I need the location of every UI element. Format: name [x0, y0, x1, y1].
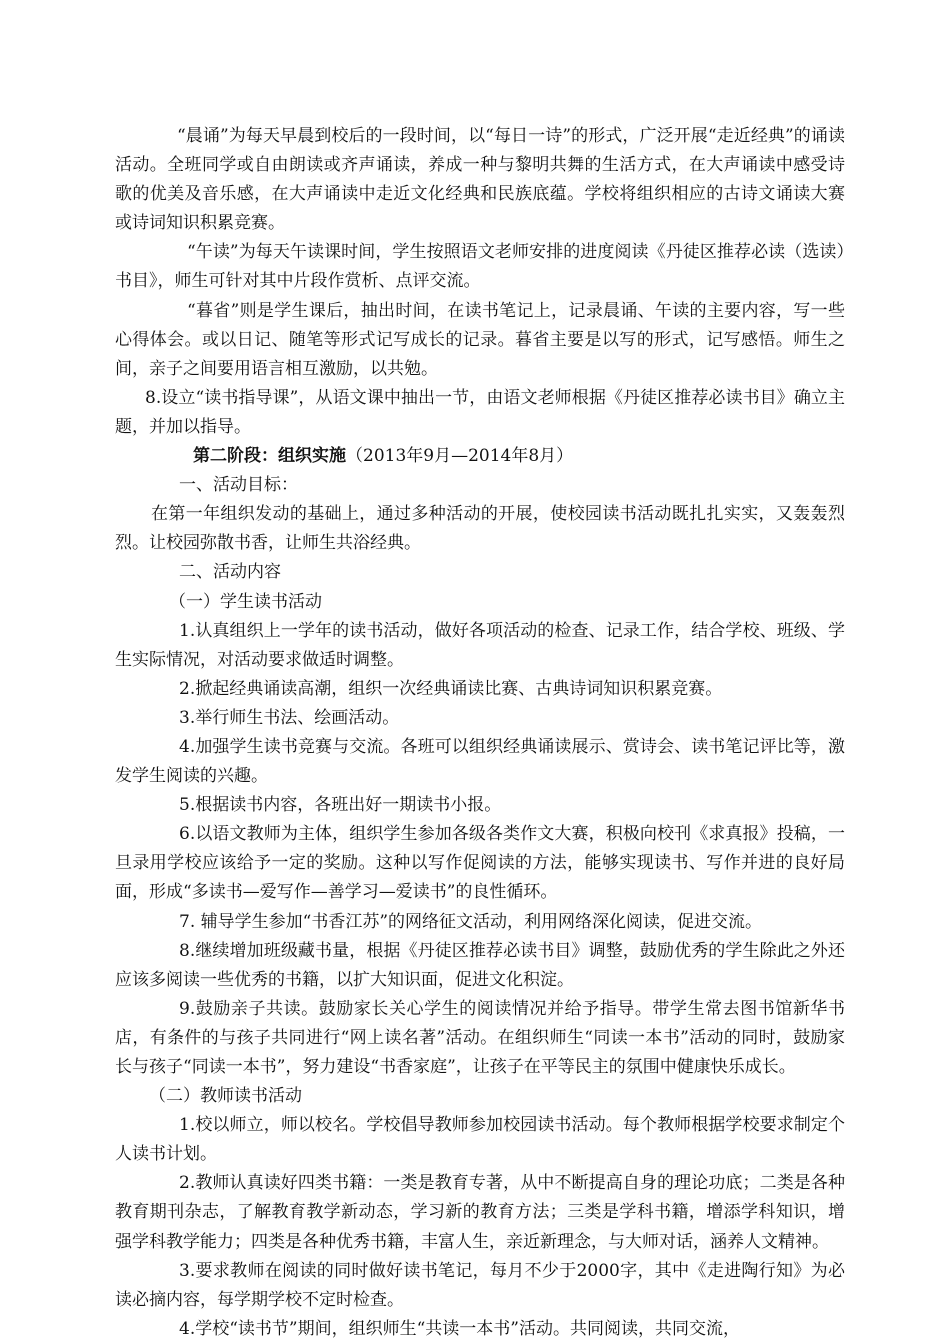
paragraph-noon-reading: “午读”为每天午读课时间，学生按照语文老师安排的进度阅读《丹徒区推荐必读（选读）书目》，师生可针对其中片段作赏析、点评交流。 [115, 242, 845, 292]
student-item-7: 7. 辅导学生参加“书香江苏”的网络征文活动，利用网络深化阅读，促进交流。 [179, 911, 763, 932]
section-heading-content: 二、活动内容 [179, 562, 281, 583]
student-item-3: 3.举行师生书法、绘画活动。 [179, 707, 400, 728]
student-item-8: 8.继续增加班级藏书量，根据《丹徒区推荐必读书目》调整，鼓励优秀的学生除此之外还应该多阅读一些优秀的书籍，以扩大知识面，促进文化积淀。 [115, 940, 845, 990]
paragraph-evening-reflection: “暮省”则是学生课后，抽出时间，在读书笔记上，记录晨诵、午读的主要内容，写一些心得体会。或以日记、随笔等形式记写成长的记录。暮省主要是以写的形式，记写感悟。师生之间，亲子之间要用语言相互激励，以共勉。 [115, 300, 845, 379]
teacher-item-2: 2.教师认真读好四类书籍：一类是教育专著，从中不断提高自身的理论功底；二类是各种教育期刊杂志，了解教育教学新动态，学习新的教育方法；三类是学科书籍，增添学科知识，增强学科教学能力；四类是各种优秀书籍，丰富人生，亲近新理念，与大师对话，涵养人文精神。 [115, 1173, 845, 1252]
subsection-heading-teacher: （二）教师读书活动 [149, 1086, 302, 1107]
student-item-9: 9.鼓励亲子共读。鼓励家长关心学生的阅读情况并给予指导。带学生常去图书馆新华书店，有条件的与孩子共同进行“网上读名著”活动。在组织师生“同读一本书”活动的同时，鼓励家长与孩子“同读一本书”，努力建设“书香家庭”，让孩子在平等民主的氛围中健康快乐成长。 [115, 998, 845, 1077]
section-heading-goals: 一、活动目标： [179, 475, 298, 496]
stage-heading [115, 442, 845, 471]
student-item-5: 5.根据读书内容，各班出好一期读书小报。 [179, 795, 502, 816]
paragraph-reading-guidance-class: 8.设立“读书指导课”，从语文课中抽出一节，由语文老师根据《丹徒区推荐必读书目》确立主题，并加以指导。 [115, 387, 845, 437]
paragraph-morning-reading: “晨诵”为每天早晨到校后的一段时间，以“每日一诗”的形式，广泛开展“走近经典”的诵读活动。全班同学或自由朗读或齐声诵读，养成一种与黎明共舞的生活方式，在大声诵读中感受诗歌的优美及音乐感，在大声诵读中走近文化经典和民族底蕴。学校将组织相应的古诗文诵读大赛或诗词知识积累竞赛。 [115, 126, 845, 234]
stage-title: 第二阶段：组织实施 [193, 446, 346, 467]
subsection-heading-student: （一）学生读书活动 [169, 591, 322, 612]
student-item-4: 4.加强学生读书竞赛与交流。各班可以组织经典诵读展示、赏诗会、读书笔记评比等，激发学生阅读的兴趣。 [115, 736, 845, 787]
paragraph-goals: 在第一年组织发动的基础上，通过多种活动的开展，使校园读书活动既扎扎实实，又轰轰烈烈。让校园弥散书香，让师生共浴经典。 [115, 504, 845, 554]
student-item-6: 6.以语文教师为主体，组织学生参加各级各类作文大赛，积极向校刊《求真报》投稿，一旦录用学校应该给予一定的奖励。这种以写作促阅读的方法，能够实现读书、写作并进的良好局面，形成“多读书—爱写作—善学习—爱读书”的良性循环。 [115, 824, 845, 903]
teacher-item-3: 3.要求教师在阅读的同时做好读书笔记，每月不少于2000字，其中《走进陶行知》为必读必摘内容，每学期学校不定时检查。 [115, 1260, 845, 1310]
teacher-item-4: 4.学校“读书节”期间，组织师生“共读一本书”活动。共同阅读，共同交流， [179, 1318, 740, 1339]
document-body [115, 122, 845, 1344]
student-item-1: 1.认真组织上一学年的读书活动，做好各项活动的检查、记录工作，结合学校、班级、学生实际情况，对活动要求做适时调整。 [115, 620, 845, 670]
teacher-item-1: 1.校以师立，师以校名。学校倡导教师参加校园读书活动。每个教师根据学校要求制定个人读书计划。 [115, 1115, 845, 1165]
student-item-2: 2.掀起经典诵读高潮，组织一次经典诵读比赛、古典诗词知识积累竞赛。 [179, 678, 723, 699]
stage-date: （2013年9月—2014年8月） [346, 446, 574, 467]
